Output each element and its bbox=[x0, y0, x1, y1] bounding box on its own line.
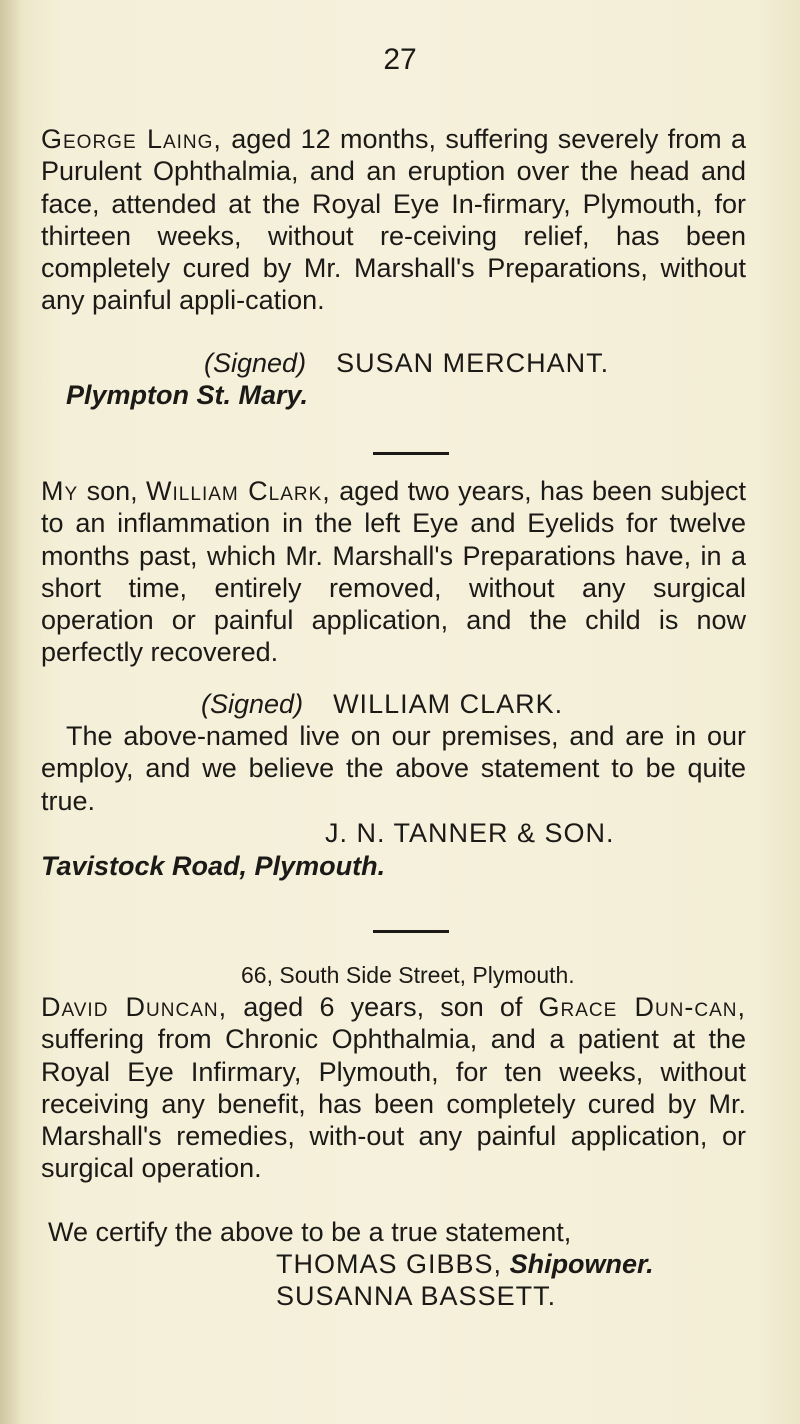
testimonial-2-endorsement: The above-named live on our premises, and are in our employ, and we believe the above statement to be quite true. bbox=[41, 721, 746, 816]
testimonial-3-witness-1 bbox=[276, 1248, 654, 1280]
testimonial-3-witness-2: SUSANNA BASSETT. bbox=[276, 1281, 557, 1311]
page-number: 27 bbox=[383, 43, 417, 76]
testimonial-3-text-a: aged 6 years, son of bbox=[227, 992, 539, 1022]
testimonial-1-signatory: SUSAN MERCHANT. bbox=[336, 348, 610, 378]
testimonial-2-body bbox=[41, 475, 746, 669]
testimonial-2-location: Tavistock Road, Plymouth. bbox=[41, 851, 386, 881]
testimonial-3-certification: We certify the above to be a true statement, bbox=[48, 1217, 572, 1247]
testimonial-3-body bbox=[41, 991, 746, 1185]
section-divider-2 bbox=[373, 930, 449, 933]
testimonial-1-signature bbox=[204, 347, 609, 379]
testimonial-3-name: David Duncan, bbox=[41, 992, 228, 1022]
witness-1-role: Shipowner. bbox=[509, 1249, 654, 1279]
page-gutter-shadow bbox=[0, 0, 22, 1424]
testimonial-2-signatory: WILLIAM CLARK. bbox=[333, 689, 564, 719]
testimonial-2-name: William Clark, bbox=[146, 476, 331, 506]
testimonial-2-endorser: J. N. TANNER & SON. bbox=[325, 818, 615, 848]
testimonial-2-opening: My bbox=[41, 476, 79, 506]
testimonial-2-signature bbox=[201, 688, 563, 720]
section-divider-1 bbox=[373, 452, 449, 455]
testimonial-2-text: aged two years, has been subject to an inflammation in the left Eye and Eyelids for twelve months past, which Mr. Marshall's Preparations have, in a short time, entirely removed, without any surgical operation or painful application, and the child is now perfectly recovered. bbox=[41, 476, 747, 668]
testimonial-3-parent: Grace Dun-can, bbox=[538, 992, 746, 1022]
testimonial-3-address: 66, South Side Street, Plymouth. bbox=[241, 962, 575, 988]
testimonial-1-name: George Laing, bbox=[41, 124, 222, 154]
testimonial-1-signed-label: (Signed) bbox=[204, 348, 307, 378]
testimonial-1-location: Plympton St. Mary. bbox=[66, 380, 309, 410]
witness-1-name: THOMAS GIBBS, bbox=[276, 1249, 503, 1279]
testimonial-2-signed-label: (Signed) bbox=[201, 689, 304, 719]
testimonial-1-text: aged 12 months, suffering severely from a Purulent Ophthalmia, and an eruption over the head and face, attended at the Royal Eye In-firmary, Plymouth, for thirteen weeks, without re-ceiving relief, has been completely cured by Mr. Marshall's Preparations, without any painful appli-cation. bbox=[41, 124, 746, 316]
testimonial-2-connector: son, bbox=[78, 476, 147, 506]
testimonial-1-body bbox=[41, 123, 746, 317]
testimonial-3-text-b: suffering from Chronic Ophthalmia, and a patient at the Royal Eye Infirmary, Plymouth, for ten weeks, without receiving any benefit, has been completely cured by Mr. Marshall's remedies, with-out any painful application, or surgical operation. bbox=[41, 1024, 746, 1184]
